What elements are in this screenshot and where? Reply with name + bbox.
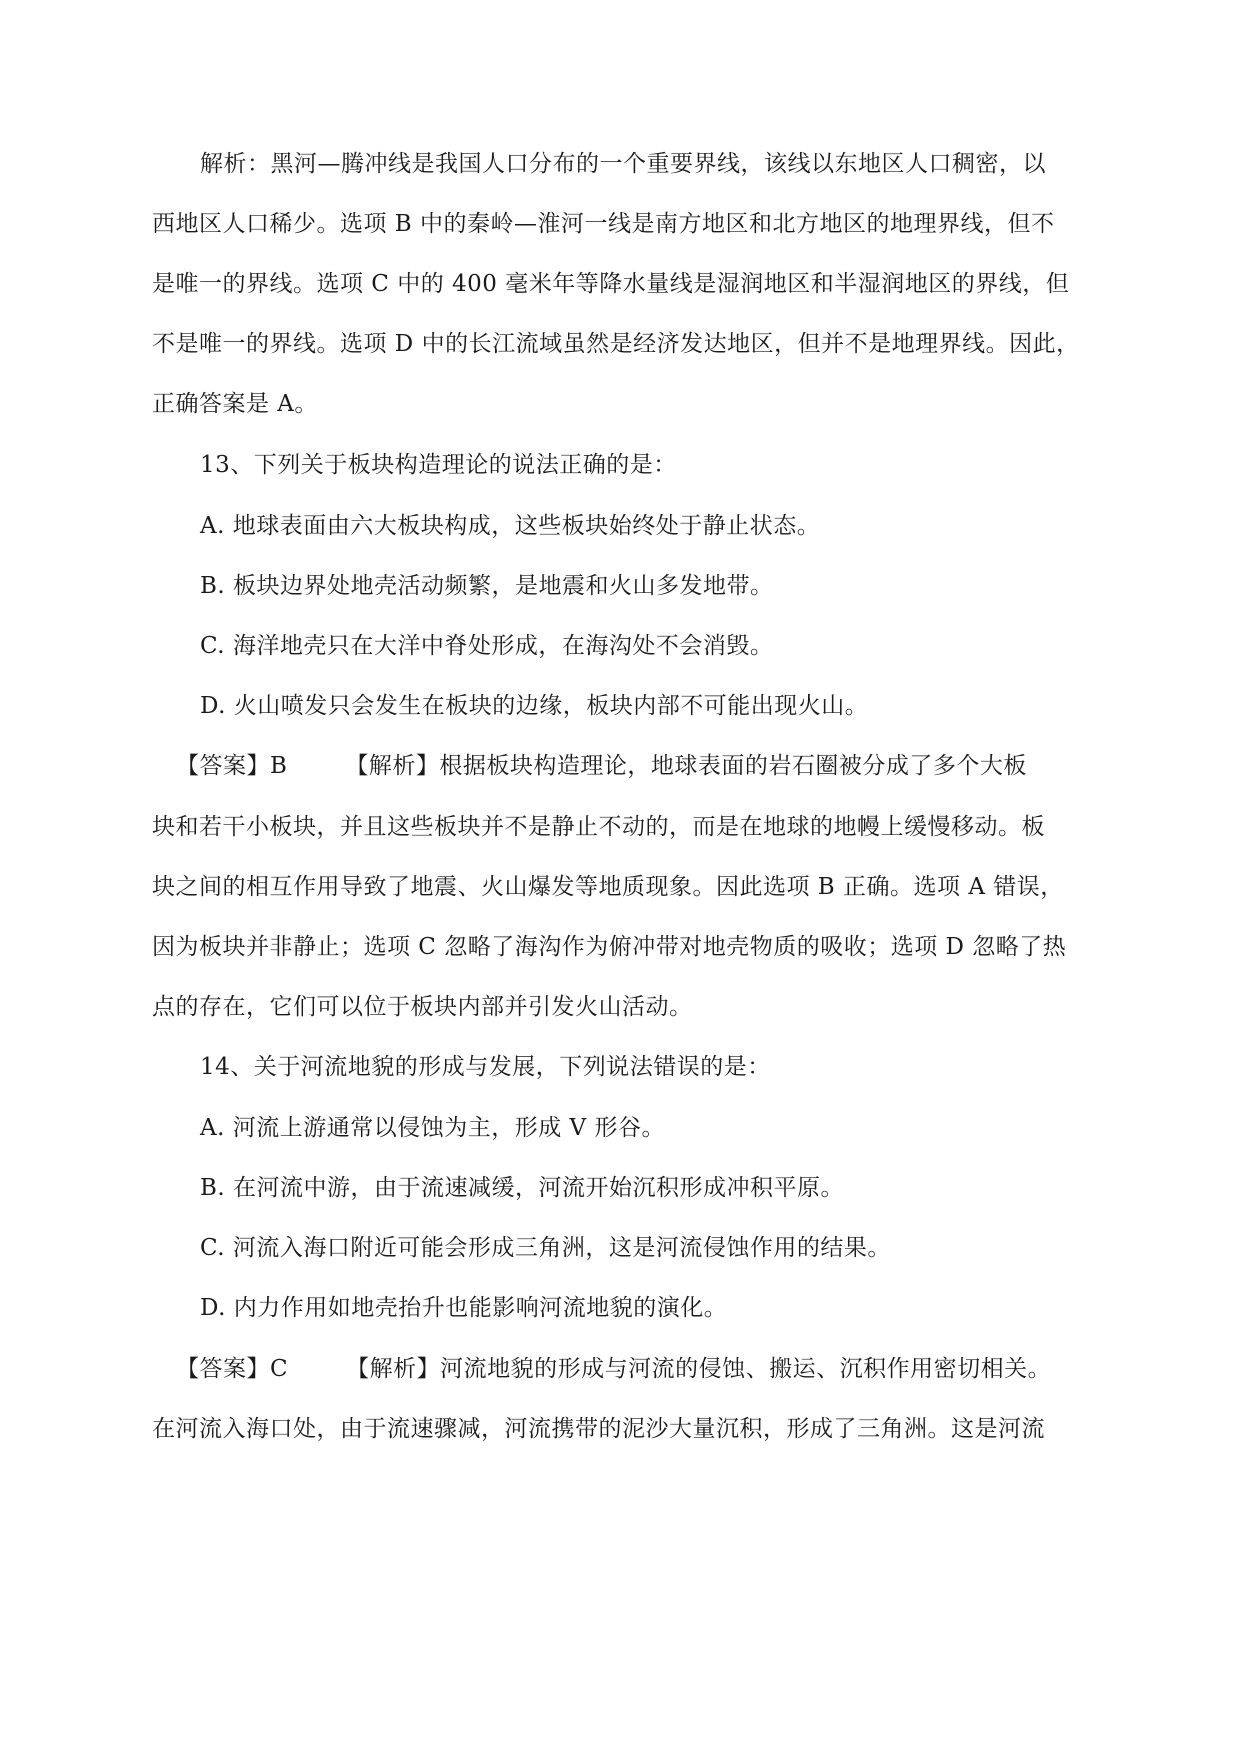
question-13-stem: 13、下列关于板块构造理论的说法正确的是： [200,452,677,478]
question-14-answer-row [176,1353,1051,1385]
question-13-analysis-line-2: 块之间的相互作用导致了地震、火山爆发等地质现象。因此选项 B 正确。选项 A 错误， [152,874,1064,900]
prev-analysis-line-5: 正确答案是 A。 [152,391,318,417]
question-14-option-b: B. 在河流中游，由于流速减缓，河流开始沉积形成冲积平原。 [200,1175,845,1201]
question-14-option-a: A. 河流上游通常以侵蚀为主，形成 V 形谷。 [200,1115,665,1141]
question-13-option-d: D. 火山喷发只会发生在板块的边缘，板块内部不可能出现火山。 [200,693,869,719]
question-13-answer: 【答案】B [176,753,288,779]
question-13-analysis-line-3: 因为板块并非静止；选项 C 忽略了海沟作为俯冲带对地壳物质的吸收；选项 D 忽略了热 [152,934,1067,960]
question-13-analysis-line-1: 块和若干小板块，并且这些板块并不是静止不动的，而是在地球的地幔上缓慢移动。板 [152,814,1045,840]
prev-analysis-line-3: 是唯一的界线。选项 C 中的 400 毫米年等降水量线是湿润地区和半湿润地区的界线，但 [152,271,1070,297]
question-14-option-d: D. 内力作用如地壳抬升也能影响河流地貌的演化。 [200,1295,728,1321]
question-13-analysis-label: 【解析】根据板块构造理论，地球表面的岩石圈被分成了多个大板 [345,753,1027,779]
question-14-analysis-label: 【解析】河流地貌的形成与河流的侵蚀、搬运、沉积作用密切相关。 [346,1356,1052,1382]
prev-analysis-line-1: 解析：黑河—腾冲线是我国人口分布的一个重要界线，该线以东地区人口稠密，以 [200,151,1046,177]
prev-analysis-line-4: 不是唯一的界线。选项 D 中的长江流域虽然是经济发达地区，但并不是地理界线。因此， [152,331,1080,357]
prev-analysis-line-2: 西地区人口稀少。选项 B 中的秦岭—淮河一线是南方地区和北方地区的地理界线，但不 [152,211,1055,237]
question-14-analysis-line-1: 在河流入海口处，由于流速骤减，河流携带的泥沙大量沉积，形成了三角洲。这是河流 [152,1416,1045,1442]
question-13-answer-row [176,750,1027,782]
question-13-option-a: A. 地球表面由六大板块构成，这些板块始终处于静止状态。 [200,513,821,539]
question-13-option-b: B. 板块边界处地壳活动频繁，是地震和火山多发地带。 [200,573,774,599]
question-13-option-c: C. 海洋地壳只在大洋中脊处形成，在海沟处不会消毁。 [200,633,774,659]
question-14-stem: 14、关于河流地貌的形成与发展，下列说法错误的是： [200,1054,771,1080]
question-13-analysis-line-4: 点的存在，它们可以位于板块内部并引发火山活动。 [152,994,693,1020]
question-14-answer: 【答案】C [176,1356,289,1382]
question-14-option-c: C. 河流入海口附近可能会形成三角洲，这是河流侵蚀作用的结果。 [200,1235,891,1261]
